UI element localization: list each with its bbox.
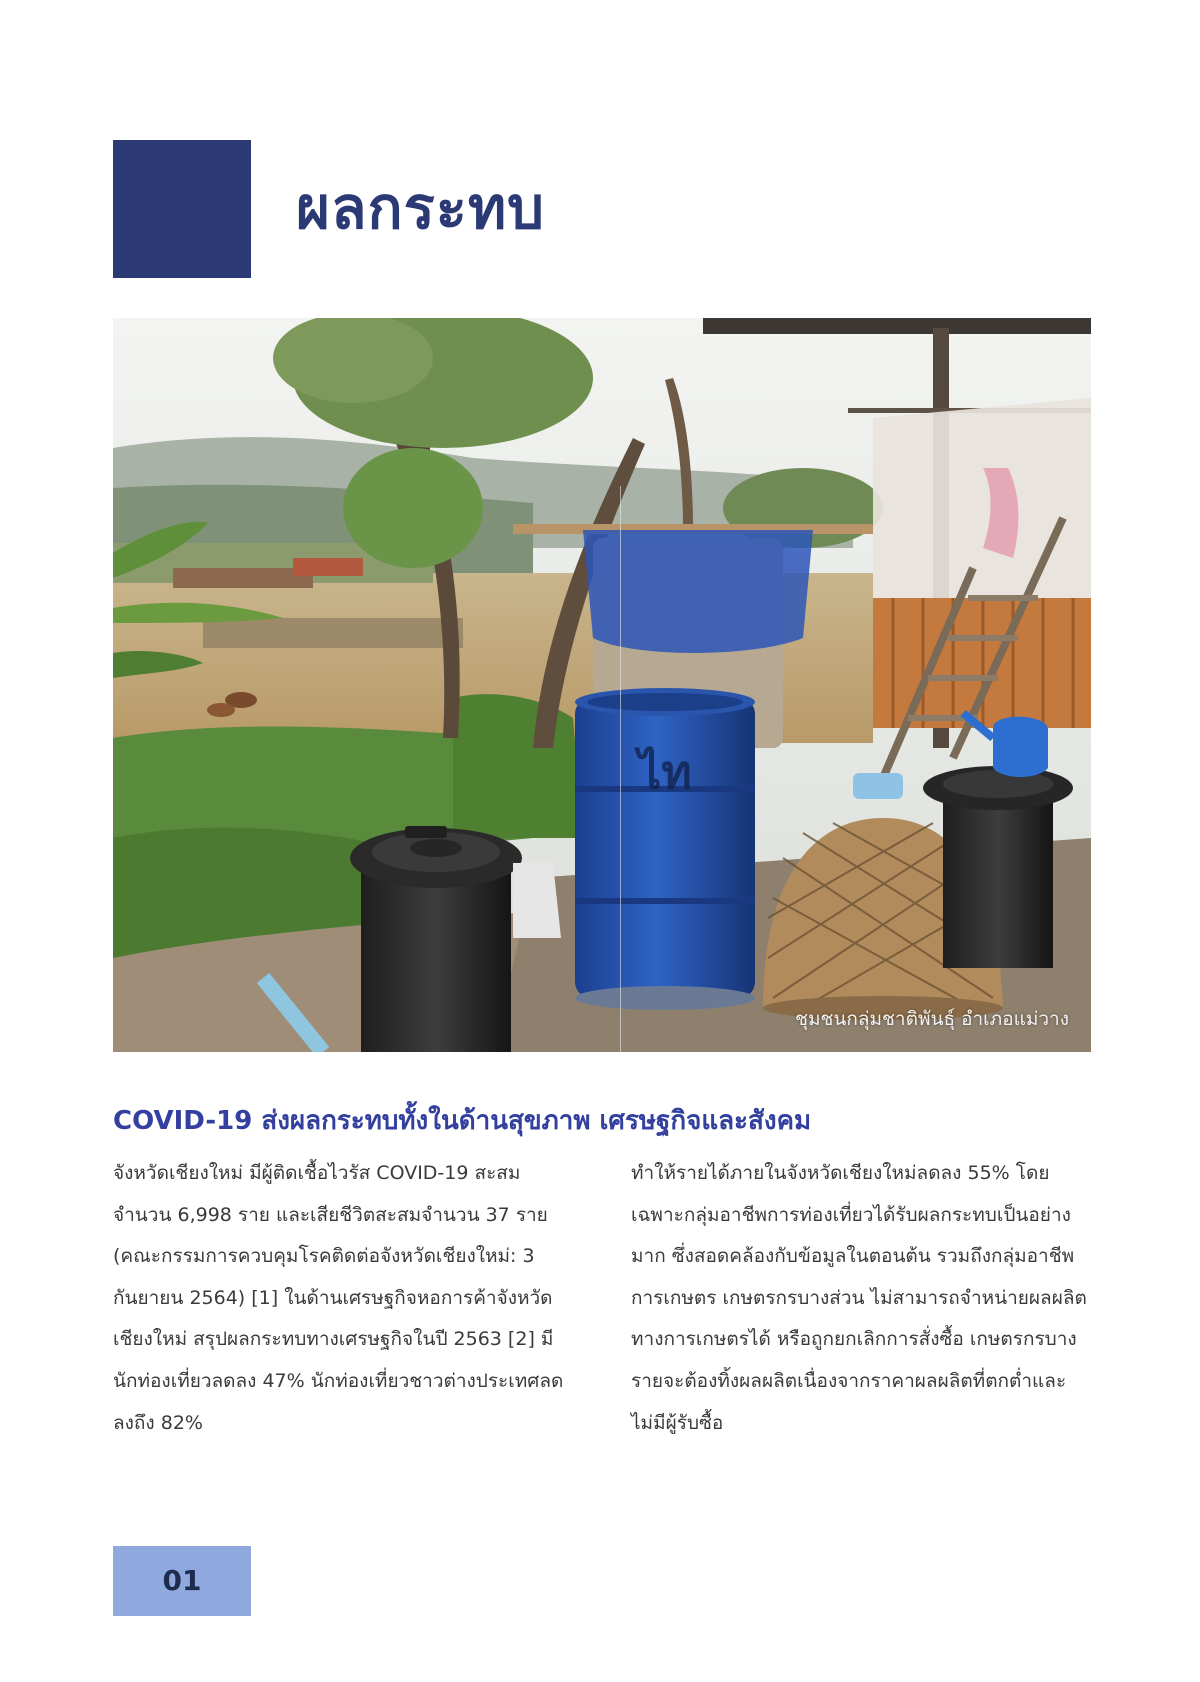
page-number: 01 (162, 1564, 202, 1597)
village-photo (113, 318, 1091, 1052)
body-left-column: จังหวัดเชียงใหม่ มีผู้ติดเชื้อไวรัส COVID-19 สะสม จำนวน 6,998 ราย และเสียชีวิตสะสมจำนวน 37 ราย (คณะกรรมการควบคุมโรคติดต่อจังหวัดเชียงใหม่: 3 กันยายน 2564) [1] ในด้านเศรษฐกิจหอการค้าจังหวัดเชียงใหม่ สรุปผลกระทบทางเศรษฐกิจในปี 2563 [2] มีนักท่องเที่ยวลดลง 47% นักท่องเที่ยวชาวต่างประเทศลดลงถึง 82% (113, 1162, 564, 1434)
photo-caption: ชุมชนกลุ่มชาติพันธุ์ อำเภอแม่วาง (795, 1008, 1069, 1030)
page-number-block (113, 1546, 251, 1616)
page-title: ผลกระทบ (296, 174, 545, 242)
barrel-label: ไท (638, 745, 692, 799)
body-right-column: ทำให้รายได้ภายในจังหวัดเชียงใหม่ลดลง 55% โดยเฉพาะกลุ่มอาชีพการท่องเที่ยวได้รับผลกระทบเป็นอย่างมาก ซึ่งสอดคล้องกับข้อมูลในตอนต้น รวมถึงกลุ่มอาชีพการเกษตร เกษตรกรบางส่วน ไม่สามารถจำหน่ายผลผลิตทางการเกษตรได้ หรือถูกยกเลิกการสั่งซื้อ เกษตรกรบางรายจะต้องทิ้งผลผลิตเนื่องจากราคาผลผลิตที่ตกต่ำและไม่มีผู้รับซื้อ (631, 1162, 1087, 1434)
section-subtitle: COVID-19 ส่งผลกระทบทั้งในด้านสุขภาพ เศรษฐกิจและสังคม (113, 1106, 812, 1136)
title-accent-block (113, 140, 251, 278)
